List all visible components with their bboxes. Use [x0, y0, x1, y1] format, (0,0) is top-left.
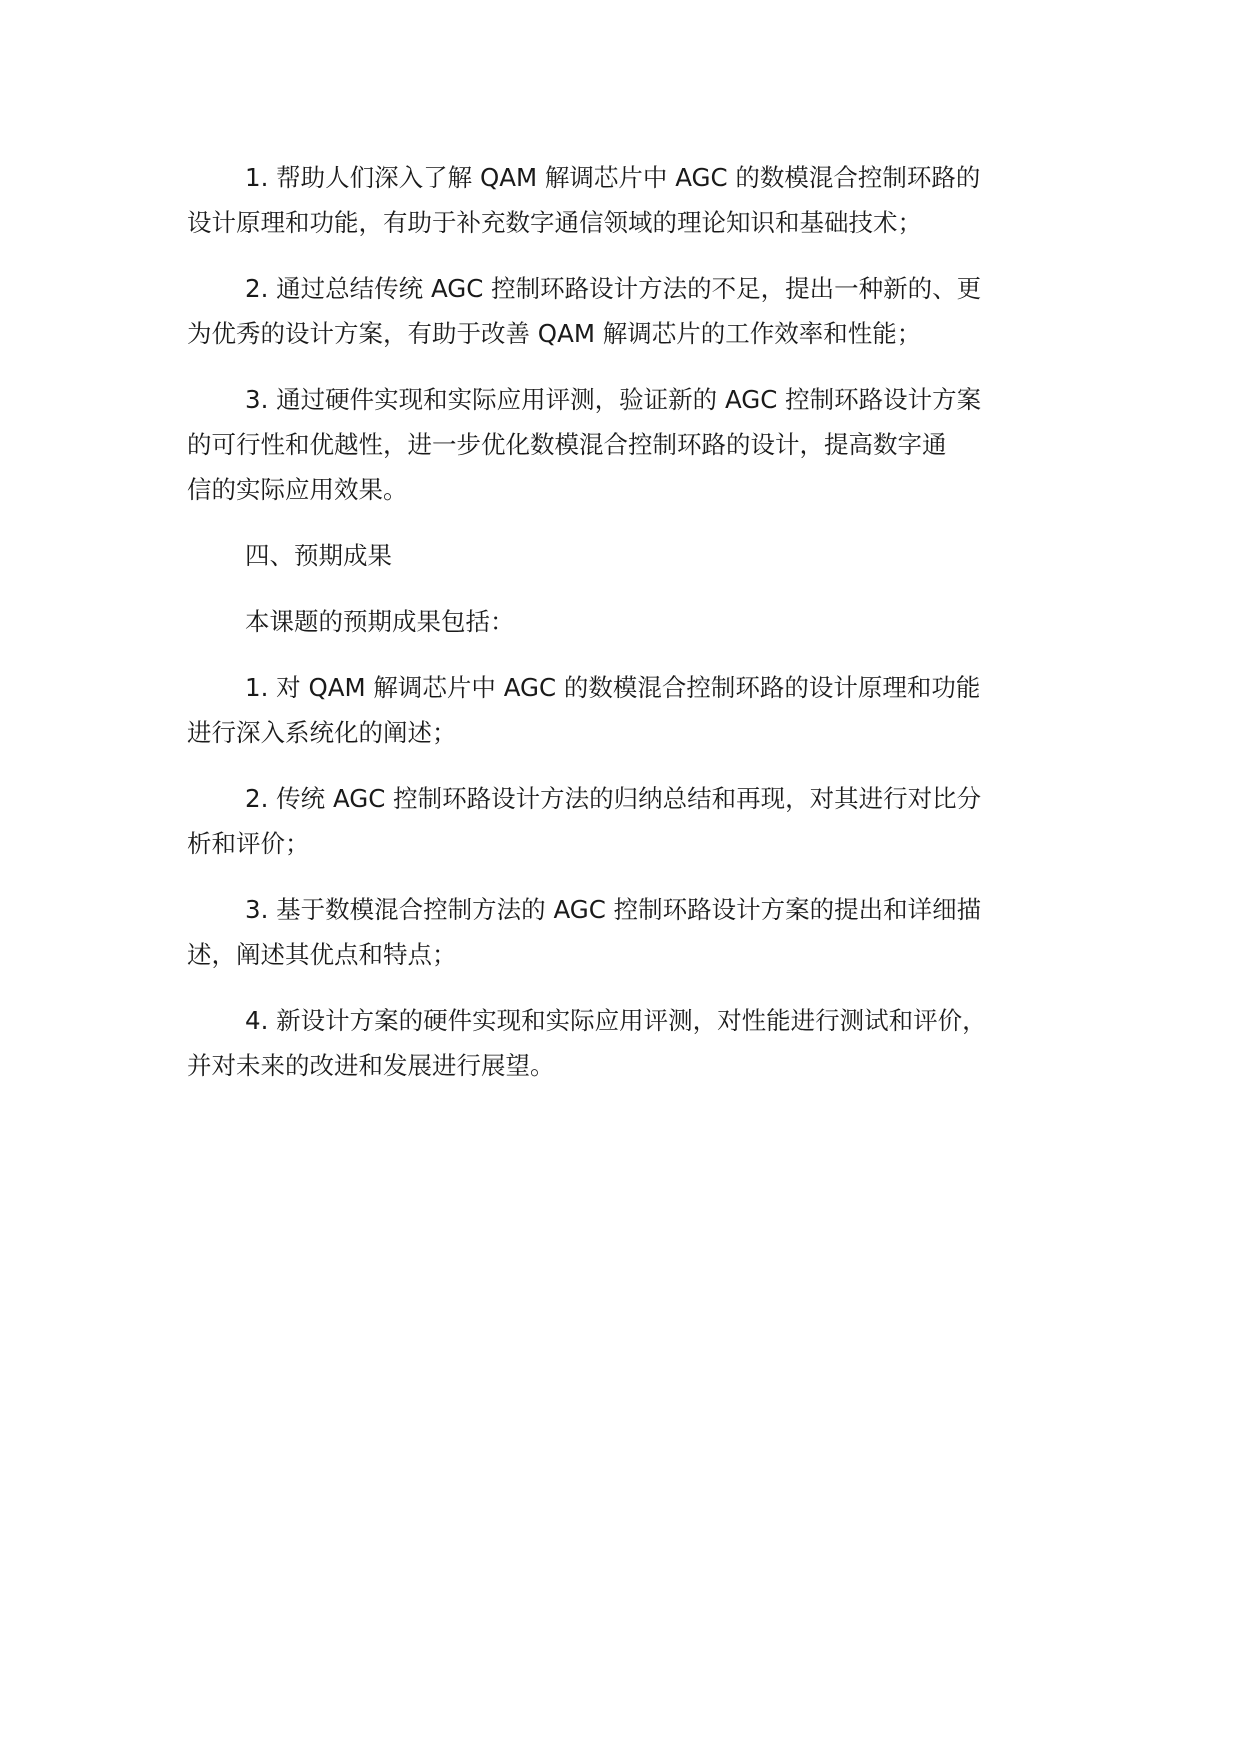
paragraph-significance-1: 1. 帮助人们深入了解 QAM 解调芯片中 AGC 的数模混合控制环路的 设计原理和功能，有助于补充数字通信领域的理论知识和基础技术；: [187, 163, 981, 237]
paragraph-intro: 本课题的预期成果包括：: [245, 607, 515, 636]
paragraph-outcome-3: 3. 基于数模混合控制方法的 AGC 控制环路设计方案的提出和详细描 述，阐述其优点和特点；: [187, 895, 982, 969]
paragraph-significance-2: 2. 通过总结传统 AGC 控制环路设计方法的不足，提出一种新的、更 为优秀的设计方案，有助于改善 QAM 解调芯片的工作效率和性能；: [187, 274, 982, 348]
paragraph-significance-3: 3. 通过硬件实现和实际应用评测，验证新的 AGC 控制环路设计方案 的可行性和优越性，进一步优化数模混合控制环路的设计，提高数字通 信的实际应用效果。: [187, 385, 982, 504]
section-heading: 四、预期成果: [245, 541, 392, 570]
paragraph-outcome-1: 1. 对 QAM 解调芯片中 AGC 的数模混合控制环路的设计原理和功能 进行深入系统化的阐述；: [187, 673, 981, 747]
paragraph-outcome-4: 4. 新设计方案的硬件实现和实际应用评测，对性能进行测试和评价， 并对未来的改进和发展进行展望。: [187, 1006, 987, 1080]
document-body: [187, 155, 1077, 1109]
paragraph-outcome-2: 2. 传统 AGC 控制环路设计方法的归纳总结和再现，对其进行对比分 析和评价；: [187, 784, 982, 858]
